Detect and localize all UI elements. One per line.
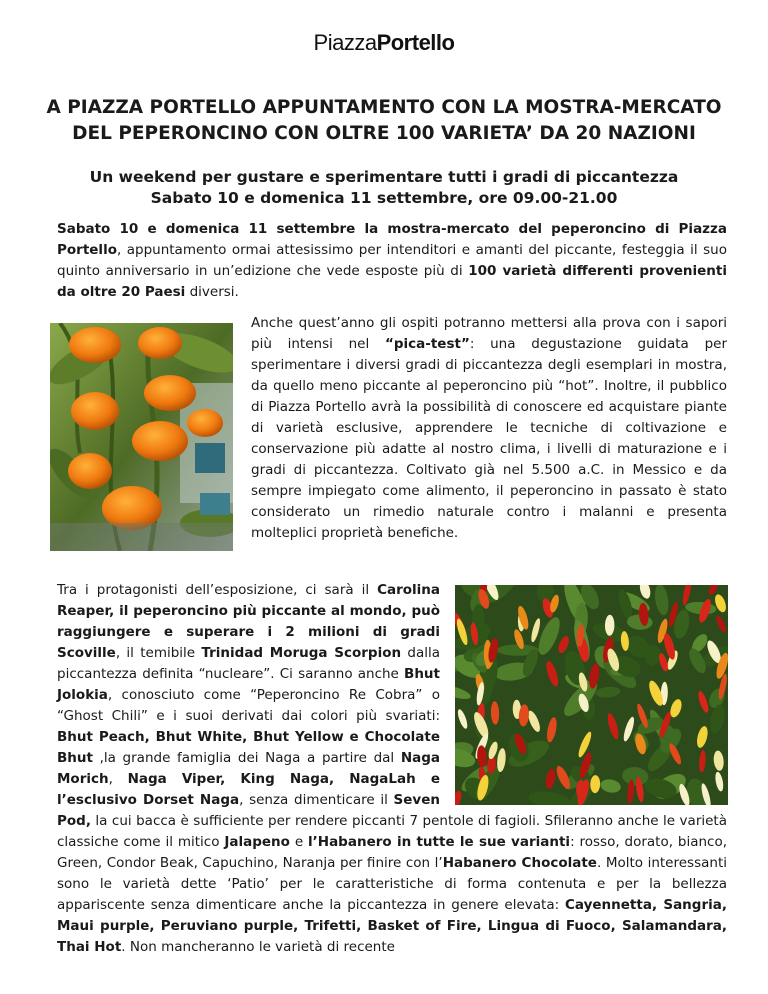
p1-text-1: , appuntamento ormai attesissimo per intenditori e amanti del piccante, festeggia il suo quinto anniversario in un’edizione che vede esposte più di xyxy=(57,242,727,279)
subtitle-line-2: Sabato 10 e domenica 11 settembre, ore 09.00-21.00 xyxy=(150,189,618,207)
p3-text-10: : rosso, dorato, bianco, Green, Condor Beak, Capuchino, Naranja per finire con l’ xyxy=(57,834,728,871)
orange-pepper-plant-photo xyxy=(50,323,233,551)
p2-text-2: : una degustazione guidata per sperimentare i diversi gradi di piccantezza degli esemplari in mostra, da quello meno piccante al peperoncino più “hot”. Inoltre, il pubblico di Piazza Portello avrà la possibilità di conoscere ed acquistare piante di varietà esclusive, apprendere le tecniche di coltivazione e conservazione più adatte al nostro clima, i livelli di maturazione e i gradi di piccantezza. Coltivato già nel 5.500 a.C. in Messico e da sempre impiegato come alimento, il peperoncino in passato è stato considerato un rimedio naturale contro i malanni e presenta molteplici proprietà benefiche. xyxy=(251,336,727,541)
p3-text-2: , il temibile xyxy=(115,645,202,661)
title-line-2: DEL PEPERONCINO CON OLTRE 100 VARIETA’ DA 20 NAZIONI xyxy=(72,123,696,144)
p3-text-11: . Molto interessanti sono le varietà dette ‘Patio’ per le caratteristiche di forma contenuta e per la bellezza appariscente senza dimenticare anche la piccantezza in genere elevata: xyxy=(57,855,727,913)
p3-bold-11: Cayennetta, Sangria, Maui purple, Peruviano purple, Trifetti, Basket of Fire, Lingua di Fuoco, Salamandara, Thai Hot xyxy=(57,897,727,955)
p3-text-1: Tra i protagonisti dell’esposizione, ci sarà il xyxy=(57,582,378,598)
p3-bold-6: Naga Viper, King Naga, NagaLah e l’esclusivo Dorset Naga xyxy=(57,771,440,808)
p1-text-2: diversi. xyxy=(185,284,239,300)
p3-text-3: dalla piccantezza definita “nucleare”. Ci saranno anche xyxy=(57,645,441,682)
piazza-portello-logo xyxy=(0,30,768,56)
p3-bold-2: Trinidad Moruga Scorpion xyxy=(201,645,402,661)
p3-bold-3: Bhut Jolokia xyxy=(57,666,440,703)
p3-bold-7: Seven Pod, xyxy=(57,792,440,829)
p3-text-12: . Non mancheranno le varietà di recente xyxy=(121,939,395,955)
p3-text-4: , conosciuto come “Peperoncino Re Cobra” o “Ghost Chili” e i suoi derivati dai colori più svariati: xyxy=(57,687,440,724)
title-line-1: A PIAZZA PORTELLO APPUNTAMENTO CON LA MOSTRA-MERCATO xyxy=(46,97,722,118)
page-subtitle xyxy=(40,167,728,209)
p2-bold-1: “pica-test” xyxy=(384,336,470,352)
p3-text-8: la cui bacca è sufficiente per rendere piccanti 7 pentole di fagioli. Sfileranno anche le varietà classiche come il mitico xyxy=(57,813,727,850)
p3-text-7: , senza dimenticare il xyxy=(239,792,394,808)
subtitle-line-1: Un weekend per gustare e sperimentare tutti i gradi di piccantezza xyxy=(89,168,679,186)
page-title xyxy=(40,95,728,147)
p3-bold-4: Bhut Peach, Bhut White, Bhut Yellow e Chocolate Bhut xyxy=(57,729,440,766)
pica-test-paragraph xyxy=(251,313,727,544)
p3-text-5: ,la grande famiglia dei Naga a partire dal xyxy=(92,750,401,766)
p3-bold-8: Jalapeno xyxy=(224,834,290,850)
logo-bold-text: Portello xyxy=(376,30,455,55)
p3-bold-9: l’Habanero in tutte le sue varianti xyxy=(308,834,571,850)
p1-bold-1: Sabato 10 e domenica 11 settembre la mostra-mercato del peperoncino di Piazza Portello xyxy=(57,221,727,258)
p2-text-1: Anche quest’anno gli ospiti potranno mettersi alla prova con i sapori più intensi nel xyxy=(251,315,727,352)
p3-bold-1: Carolina Reaper, il peperoncino più piccante al mondo, può raggiungere e superare i 2 milioni di gradi Scoville xyxy=(57,582,440,661)
varieties-paragraph xyxy=(57,580,727,958)
p3-text-6: , xyxy=(108,771,128,787)
p1-bold-2: 100 varietà differenti provenienti da oltre 20 Paesi xyxy=(57,263,727,300)
p3-bold-10: Habanero Chocolate xyxy=(442,855,597,871)
intro-paragraph xyxy=(57,219,727,303)
logo-light-text: Piazza xyxy=(313,30,377,55)
photo-wrap-space xyxy=(454,580,727,800)
p3-bold-5: Naga Morich xyxy=(57,750,440,787)
p3-text-9: e xyxy=(289,834,309,850)
orange-pepper-illustration xyxy=(50,323,233,551)
